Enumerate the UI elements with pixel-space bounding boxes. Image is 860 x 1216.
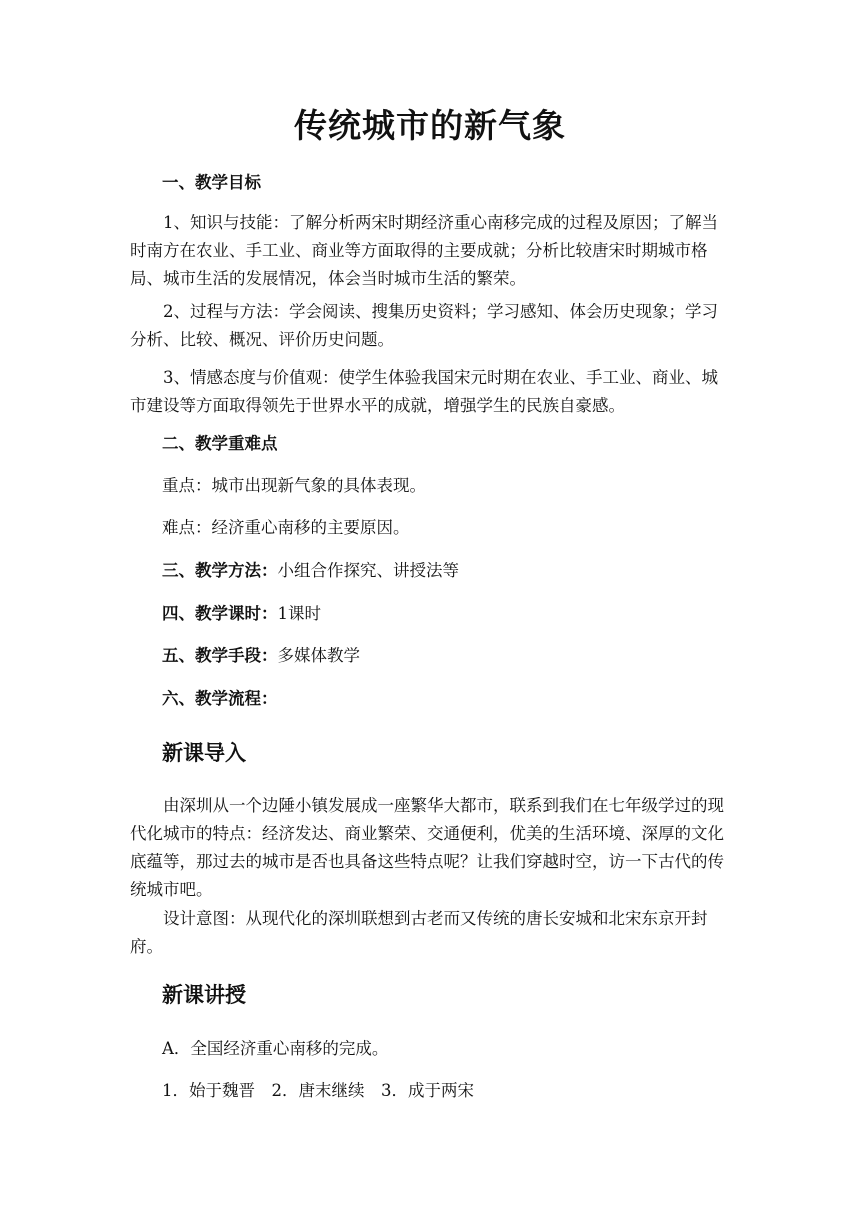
hours-label: 四、教学课时： bbox=[162, 604, 278, 623]
goal-heading: 一、教学目标 bbox=[162, 173, 261, 192]
method-line bbox=[162, 557, 762, 585]
method-value: 小组合作探究、讲授法等 bbox=[277, 561, 459, 580]
hours-value: 1课时 bbox=[277, 604, 321, 623]
lecture-point-a: A．全国经济重心南移的完成。 bbox=[162, 1039, 389, 1058]
means-value: 多媒体教学 bbox=[277, 646, 360, 665]
document-title: 传统城市的新气象 bbox=[294, 106, 566, 145]
means-line bbox=[162, 642, 762, 670]
goal-emotion-paragraph: 3、情感态度与价值观：使学生体验我国宋元时期在农业、手工业、商业、城市建设等方面取得领先于世界水平的成就，增强学生的民族自豪感。 bbox=[130, 368, 718, 415]
intro-heading: 新课导入 bbox=[162, 740, 246, 765]
goal-knowledge-paragraph: 1、知识与技能：了解分析两宋时期经济重心南移完成的过程及原因；了解当时南方在农业、手工业、商业等方面取得的主要成就；分析比较唐宋时期城市格局、城市生活的发展情况，体会当时城市生活的繁荣。 bbox=[130, 213, 718, 288]
means-label: 五、教学手段： bbox=[162, 646, 278, 665]
hours-line bbox=[162, 600, 762, 628]
process-heading: 六、教学流程： bbox=[162, 689, 278, 708]
lecture-heading: 新课讲授 bbox=[162, 982, 246, 1007]
difficult-point-text: 难点：经济重心南移的主要原因。 bbox=[162, 518, 410, 537]
key-points-heading: 二、教学重难点 bbox=[162, 434, 278, 453]
goal-process-paragraph: 2、过程与方法：学会阅读、搜集历史资料；学习感知、体会历史现象；学习分析、比较、概况、评价历史问题。 bbox=[130, 302, 718, 349]
design-intent-paragraph: 设计意图：从现代化的深圳联想到古老而又传统的唐长安城和北宋东京开封府。 bbox=[130, 909, 708, 956]
lecture-stages: 1．始于魏晋 2．唐末继续 3．成于两宋 bbox=[162, 1081, 474, 1100]
key-point-text: 重点：城市出现新气象的具体表现。 bbox=[162, 476, 426, 495]
intro-paragraph: 由深圳从一个边陲小镇发展成一座繁华大都市，联系到我们在七年级学过的现代化城市的特点：经济发达、商业繁荣、交通便利，优美的生活环境、深厚的文化底蕴等，那过去的城市是否也具备这些特点呢？让我们穿越时空，访一下古代的传统城市吧。 bbox=[130, 796, 724, 899]
method-label: 三、教学方法： bbox=[162, 561, 278, 580]
